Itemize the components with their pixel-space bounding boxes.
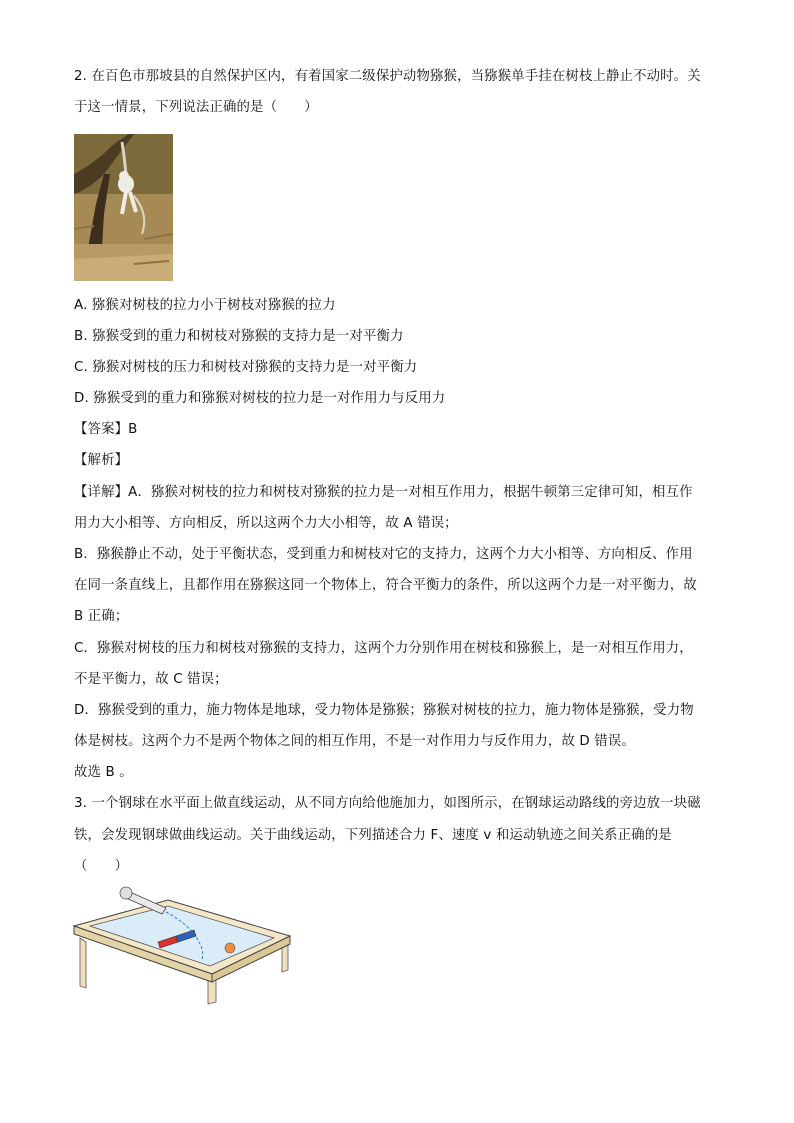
q2-stem-line-1: 2. 在百色市那坡县的自然保护区内，有着国家二级保护动物猕猴，当猕猴单手挂在树枝上静止不动时。关 — [74, 69, 701, 84]
q2-option-a: A. 猕猴对树枝的拉力小于树枝对猕猴的拉力 — [74, 298, 336, 313]
q2-option-b: B. 猕猴受到的重力和树枝对猕猴的支持力是一对平衡力 — [74, 329, 404, 344]
q2-detail-line-8: D．猕猴受到的重力，施力物体是地球，受力物体是猕猴；猕猴对树枝的拉力，施力物体是猕猴，受力物 — [74, 703, 694, 718]
q2-detail-line-3: B．猕猴静止不动，处于平衡状态，受到重力和树枝对它的支持力，这两个力大小相等、方向相反、作用 — [74, 547, 693, 562]
q2-option-c: C. 猕猴对树枝的压力和树枝对猕猴的支持力是一对平衡力 — [74, 360, 418, 375]
q2-answer: 【答案】B — [74, 422, 138, 437]
monkey-on-branch-photo — [74, 134, 173, 281]
q2-detail-line-6: C．猕猴对树枝的压力和树枝对猕猴的支持力，这两个力分别作用在树枝和猕猴上，是一对相互作用力， — [74, 641, 693, 656]
q2-detail-line-7: 不是平衡力，故 C 错误； — [74, 672, 228, 687]
q2-detail-line-9: 体是树枝。这两个力不是两个物体之间的相互作用，不是一对作用力与反作用力，故 D 错误。 — [74, 734, 635, 749]
q3-stem-line-2: 铁，会发现钢球做曲线运动。关于曲线运动，下列描述合力 F、速度 v 和运动轨迹之间关系正确的是 — [74, 828, 672, 843]
q3-stem-line-1: 3. 一个钢球在水平面上做直线运动，从不同方向给他施加力，如图所示，在钢球运动路线的旁边放一块磁 — [74, 796, 701, 811]
q2-detail-line-1: 【详解】A．猕猴对树枝的拉力和树枝对猕猴的拉力是一对相互作用力，根据牛顿第三定律可知，相互作 — [74, 485, 693, 500]
q2-detail-line-5: B 正确； — [74, 609, 129, 624]
q2-option-d: D. 猕猴受到的重力和猕猴对树枝的拉力是一对作用力与反用力 — [74, 391, 446, 406]
q2-detail-line-4: 在同一条直线上，且都作用在猕猴这同一个物体上，符合平衡力的条件，所以这两个力是一对平衡力，故 — [74, 578, 697, 593]
q2-analysis-heading: 【解析】 — [74, 453, 129, 468]
q2-stem-line-2: 于这一情景，下列说法正确的是（ ） — [74, 100, 318, 115]
q3-stem-line-3: （ ） — [74, 859, 129, 874]
q2-conclusion: 故选 B 。 — [74, 765, 133, 780]
magnet-table-diagram — [72, 882, 294, 1006]
q2-detail-line-2: 用力大小相等、方向相反，所以这两个力大小相等，故 A 错误； — [74, 516, 458, 531]
